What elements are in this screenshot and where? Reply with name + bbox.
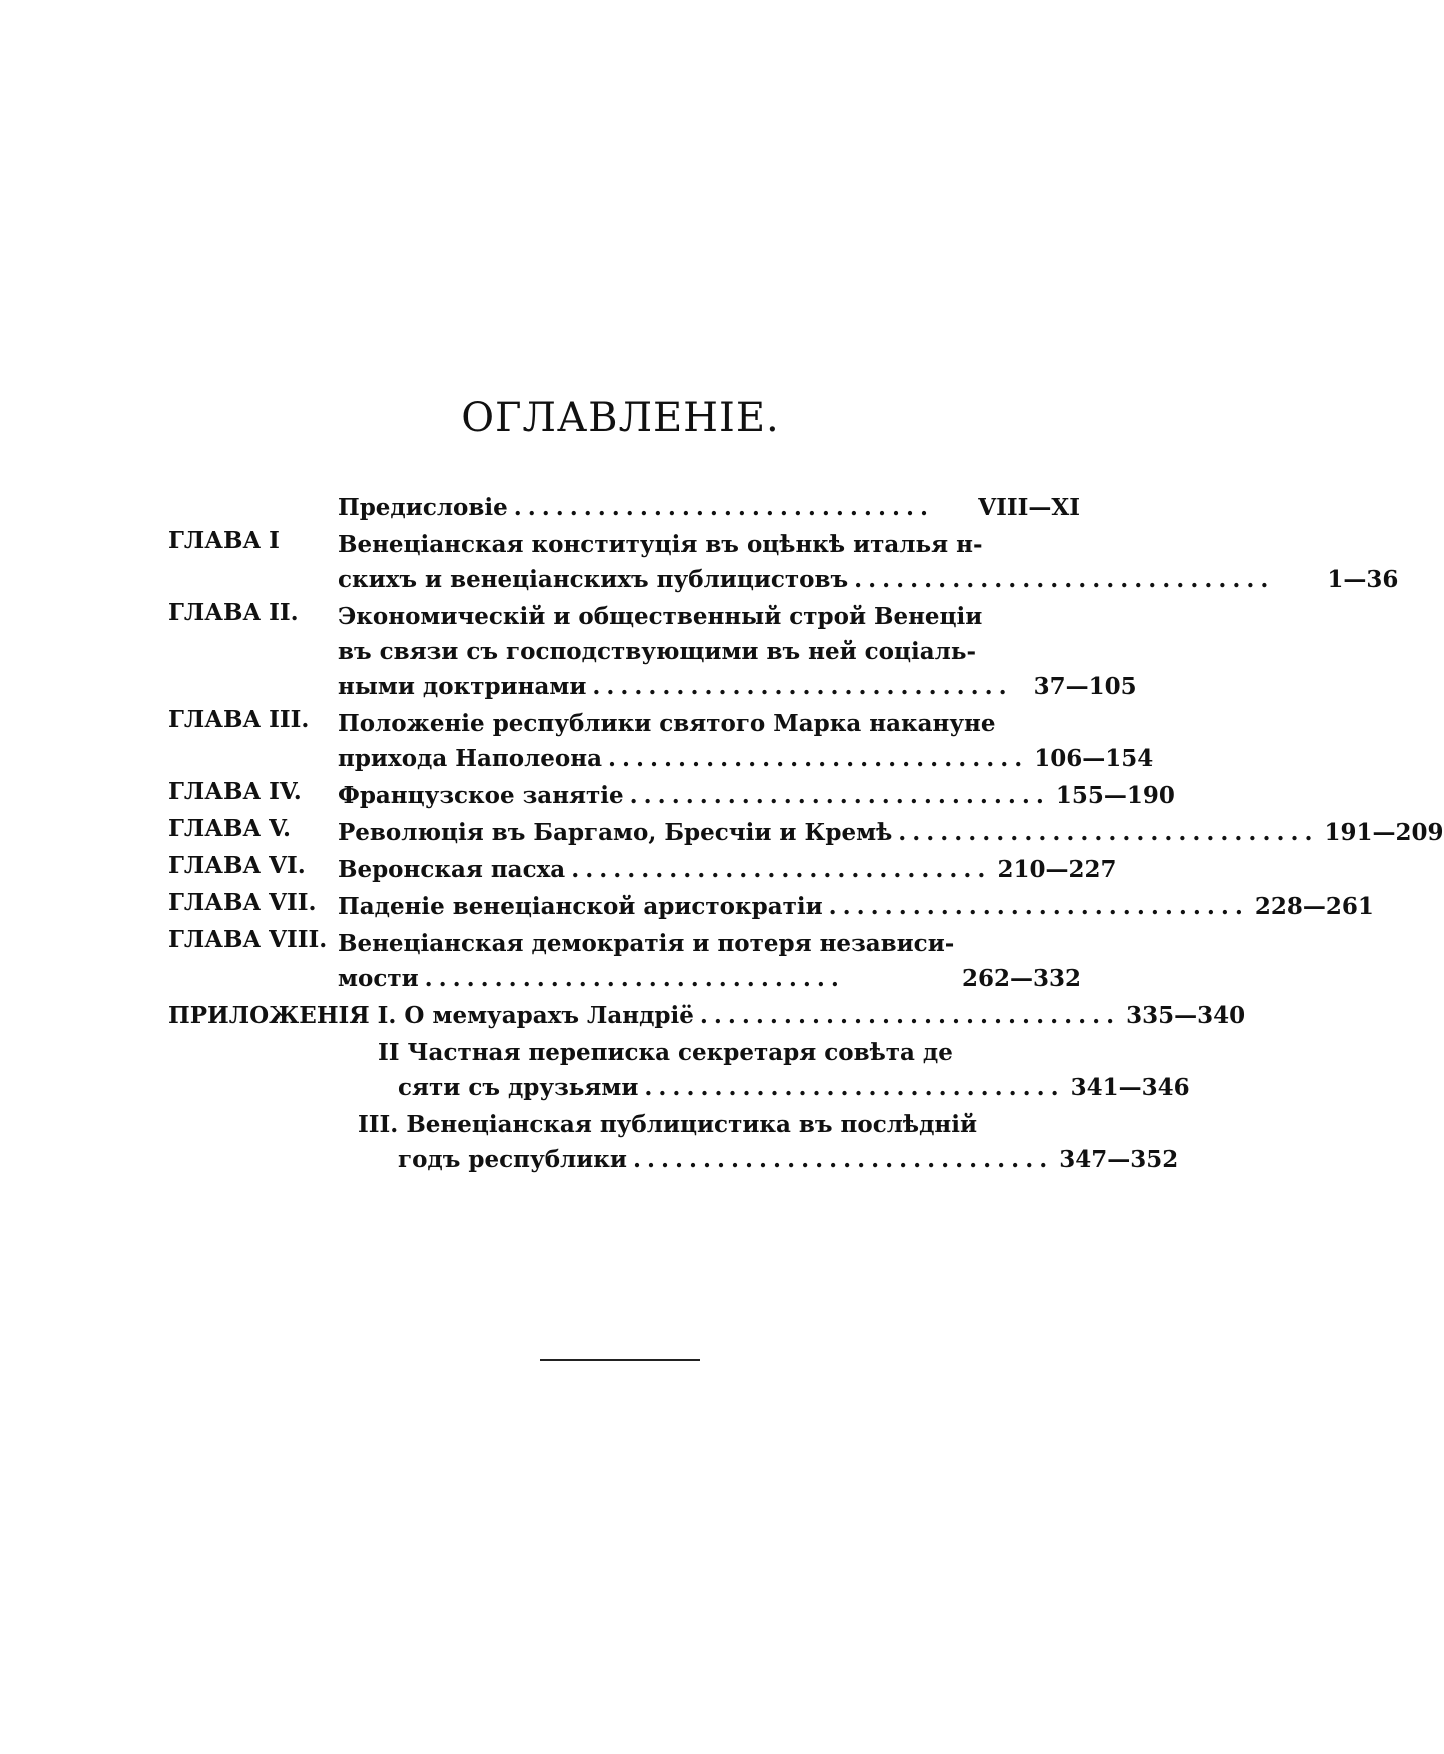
toc-entry-pages: 155—190 — [1055, 782, 1175, 809]
toc-entry-pages: 341—346 — [1070, 1074, 1190, 1101]
toc-entry-text: Предисловіе — [338, 494, 508, 521]
toc-entry-label: ГЛАВА V. — [168, 815, 291, 842]
toc-entry-text: годъ республики — [398, 1146, 627, 1173]
toc-entry-chapter-3: ГЛАВА III. Положеніе республики святого Марка накануне прихода Наполеона .............................. 106—154 — [168, 706, 1080, 776]
toc-entry-pages: 106—154 — [1034, 745, 1154, 772]
toc-entry-label: ГЛАВА VII. — [168, 889, 317, 916]
toc-entry-chapter-4: ГЛАВА IV. Французское занятіе .............................. 155—190 — [168, 778, 1080, 813]
toc-entry-chapter-2: ГЛАВА II. Экономическій и общественный строй Венеціи въ связи съ господствующими въ ней соціаль- ными доктринами .............................. 37—105 — [168, 599, 1080, 704]
appendix-number: II — [378, 1039, 400, 1066]
toc-entry-text: Революція въ Баргамо, Бресчіи и Кремѣ — [338, 819, 893, 846]
toc-entry-text: мости — [338, 965, 419, 992]
toc-entry-text: сяти съ друзьями — [398, 1074, 639, 1101]
toc-entry-pages: 347—352 — [1059, 1146, 1179, 1173]
table-of-contents — [168, 490, 1444, 1179]
toc-entry-chapter-1: ГЛАВА I Венеціанская конституція въ оцѣнкѣ италья н- скихъ и венеціанскихъ публицистовъ .............................. 1—36 — [168, 527, 1080, 597]
toc-entry-text: скихъ и венеціанскихъ публицистовъ — [338, 566, 849, 593]
appendix-label: ПРИЛОЖЕНІЯ — [168, 1002, 370, 1029]
toc-entry-text: ными доктринами — [338, 673, 587, 700]
toc-entry-text: Венеціанская демократія и потеря независи- — [338, 930, 955, 957]
toc-entry-label: ГЛАВА IV. — [168, 778, 302, 805]
toc-entry-label: ГЛАВА III. — [168, 706, 310, 733]
toc-entry-chapter-8: ГЛАВА VIII. Венеціанская демократія и потеря независи- мости .............................. 262—332 — [168, 926, 1080, 996]
toc-entry-pages: 37—105 — [1033, 673, 1137, 700]
toc-entry-text: Частная переписка секретаря совѣта де — [407, 1039, 953, 1066]
toc-entry-preface: Предисловіе .............................. VIII—XI — [168, 490, 1080, 525]
toc-entry-chapter-5: ГЛАВА V. Революція въ Баргамо, Бресчіи и Кремѣ .............................. 191—209 — [168, 815, 1080, 850]
appendix-number: III. — [358, 1111, 399, 1138]
toc-entry-text: Венеціанская публицистика въ послѣдній — [406, 1111, 978, 1138]
appendix-number: I. — [377, 1002, 397, 1029]
toc-entry-text: О мемуарахъ Ландріё — [404, 1002, 694, 1029]
toc-appendix-2: II Частная переписка секретаря совѣта де сяти съ друзьями .............................. 341—346 — [168, 1035, 1080, 1105]
toc-entry-text: Венеціанская конституція въ оцѣнкѣ италья н- — [338, 531, 983, 558]
toc-entry-pages: VIII—XI — [978, 494, 1080, 521]
toc-entry-label: ГЛАВА VIII. — [168, 926, 328, 953]
toc-entry-pages: 228—261 — [1254, 893, 1374, 920]
toc-entry-pages: 1—36 — [1327, 566, 1399, 593]
toc-entry-text: Положеніе республики святого Марка накануне — [338, 710, 996, 737]
toc-entry-label: ГЛАВА I — [168, 527, 280, 554]
toc-entry-label: ГЛАВА VI. — [168, 852, 306, 879]
toc-entry-text: Веронская пасха — [338, 856, 566, 883]
toc-entry-text: прихода Наполеона — [338, 745, 603, 772]
toc-entry-pages: 210—227 — [997, 856, 1117, 883]
toc-entry-text: Французское занятіе — [338, 782, 624, 809]
toc-entry-chapter-7: ГЛАВА VII. Паденіе венеціанской аристократіи .............................. 228—261 — [168, 889, 1080, 924]
toc-entry-label: ГЛАВА II. — [168, 599, 299, 626]
toc-appendix-1: ПРИЛОЖЕНІЯ I. О мемуарахъ Ландріё .............................. 335—340 — [168, 998, 1080, 1033]
toc-appendix-3: III. Венеціанская публицистика въ послѣдній годъ республики .............................. 347—352 — [168, 1107, 1080, 1177]
toc-entry-pages: 335—340 — [1126, 1002, 1246, 1029]
toc-entry-pages: 262—332 — [962, 965, 1082, 992]
toc-entry-text: Паденіе венеціанской аристократіи — [338, 893, 823, 920]
toc-entry-pages: 191—209 — [1324, 819, 1444, 846]
toc-entry-text: въ связи съ господствующими въ ней соціаль- — [338, 638, 977, 665]
toc-entry-text: Экономическій и общественный строй Венеціи — [338, 603, 983, 630]
page-title: ОГЛАВЛЕНІЕ. — [461, 395, 780, 441]
end-divider — [540, 1359, 700, 1361]
toc-entry-label — [168, 490, 338, 525]
toc-entry-chapter-6: ГЛАВА VI. Веронская пасха .............................. 210—227 — [168, 852, 1080, 887]
